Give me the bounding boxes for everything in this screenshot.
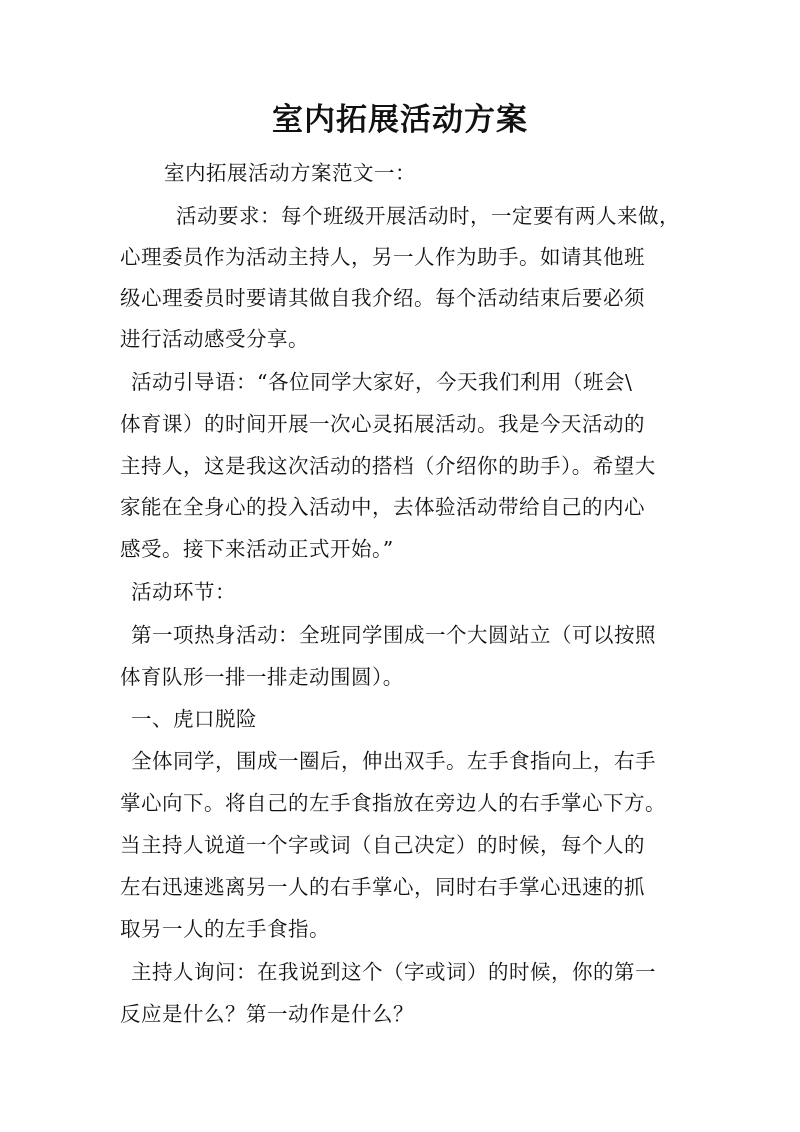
paragraph-line: 反应是什么？第一动作是什么？	[120, 1002, 414, 1026]
paragraph-line: 主持人询问：在我说到这个（字或词）的时候，你的第一	[131, 960, 656, 984]
paragraph-line: 心理委员作为活动主持人，另一人作为助手。如请其他班	[120, 245, 645, 269]
paragraph-line: 主持人，这是我这次活动的搭档（介绍你的助手）。希望大	[120, 454, 656, 478]
paragraph-line: 感受。接下来活动正式开始。”	[120, 537, 394, 561]
document-title: 室内拓展活动方案	[272, 102, 528, 138]
paragraph-line: 全体同学，围成一圈后，伸出双手。左手食指向上，右手	[131, 749, 656, 773]
paragraph-line: 活动引导语：“各位同学大家好，今天我们利用（班会\	[131, 370, 633, 394]
paragraph-line: 当主持人说道一个字或词（自己决定）的时候，每个人的	[120, 833, 645, 857]
paragraph-line: 掌心向下。将自己的左手食指放在旁边人的右手掌心下方。	[120, 791, 666, 815]
paragraph-line: 家能在全身心的投入活动中，去体验活动带给自己的内心	[120, 495, 645, 519]
paragraph-line: 级心理委员时要请其做自我介绍。每个活动结束后要必须	[120, 286, 645, 310]
paragraph-line: 体育课）的时间开展一次心灵拓展活动。我是今天活动的	[120, 412, 645, 436]
paragraph-line: 进行活动感受分享。	[120, 327, 309, 351]
section-heading: 一、虎口脱险	[131, 707, 257, 731]
paragraph-line: 左右迅速逃离另一人的右手掌心，同时右手掌心迅速的抓	[120, 875, 645, 899]
paragraph-line: 体育队形一排一排走动围圆）。	[120, 665, 404, 689]
paragraph-line: 第一项热身活动：全班同学围成一个大圆站立（可以按照	[131, 623, 656, 647]
paragraph-line: 取另一人的左手食指。	[120, 917, 330, 941]
section-heading: 活动环节：	[131, 580, 236, 604]
paragraph-line: 室内拓展活动方案范文一：	[164, 161, 416, 185]
paragraph-line: 活动要求：每个班级开展活动时，一定要有两人来做，	[176, 204, 680, 228]
